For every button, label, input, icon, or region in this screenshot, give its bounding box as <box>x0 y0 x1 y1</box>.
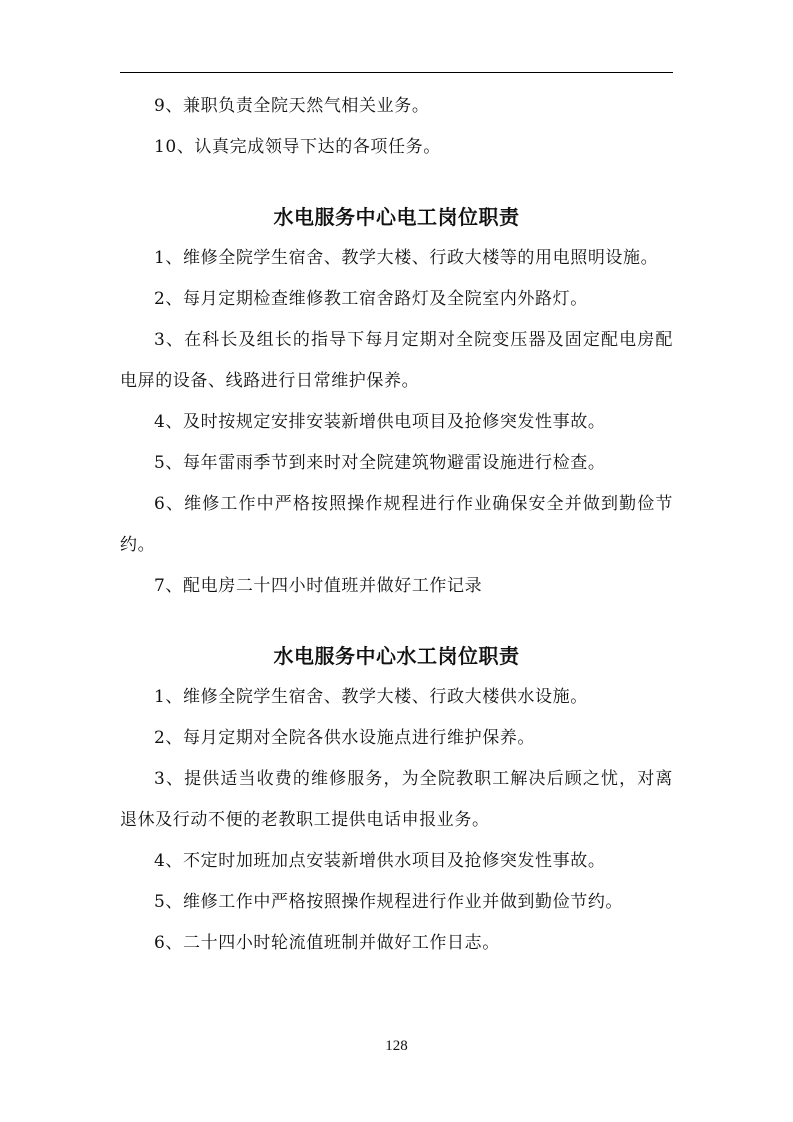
list-item: 10、认真完成领导下达的各项任务。 <box>154 137 441 157</box>
section-title-electric: 水电服务中心电工岗位职责 <box>273 205 520 229</box>
document-body <box>120 86 673 964</box>
section-spacer <box>120 168 673 197</box>
list-item: 4、不定时加班加点安装新增供水项目及抢修突发性事故。 <box>154 851 606 871</box>
list-item: 6、维修工作中严格按照操作规程进行作业确保安全并做到勤俭节约。 <box>120 494 673 555</box>
list-item: 9、兼职负责全院天然气相关业务。 <box>154 96 430 116</box>
list-item: 2、每月定期检查维修教工宿舍路灯及全院室内外路灯。 <box>154 289 588 309</box>
list-item: 5、每年雷雨季节到来时对全院建筑物避雷设施进行检查。 <box>154 453 606 473</box>
header-rule <box>120 72 673 73</box>
list-item: 2、每月定期对全院各供水设施点进行维护保养。 <box>154 728 536 748</box>
list-item: 3、提供适当收费的维修服务，为全院教职工解决后顾之忧，对离退休及行动不便的老教职工提供电话申报业务。 <box>120 769 673 830</box>
section-spacer <box>120 607 673 636</box>
list-item: 4、及时按规定安排安装新增供电项目及抢修突发性事故。 <box>154 412 606 432</box>
list-item: 3、在科长及组长的指导下每月定期对全院变压器及固定配电房配电屏的设备、线路进行日常维护保养。 <box>120 330 673 391</box>
list-item: 7、配电房二十四小时值班并做好工作记录 <box>154 576 483 596</box>
list-item: 6、二十四小时轮流值班制并做好工作日志。 <box>154 933 500 953</box>
list-item: 1、维修全院学生宿舍、教学大楼、行政大楼供水设施。 <box>154 687 588 707</box>
list-item: 1、维修全院学生宿舍、教学大楼、行政大楼等的用电照明设施。 <box>154 248 659 268</box>
section-title-water: 水电服务中心水工岗位职责 <box>273 644 520 668</box>
list-item: 5、维修工作中严格按照操作规程进行作业并做到勤俭节约。 <box>154 892 624 912</box>
page-number: 128 <box>385 1038 408 1054</box>
